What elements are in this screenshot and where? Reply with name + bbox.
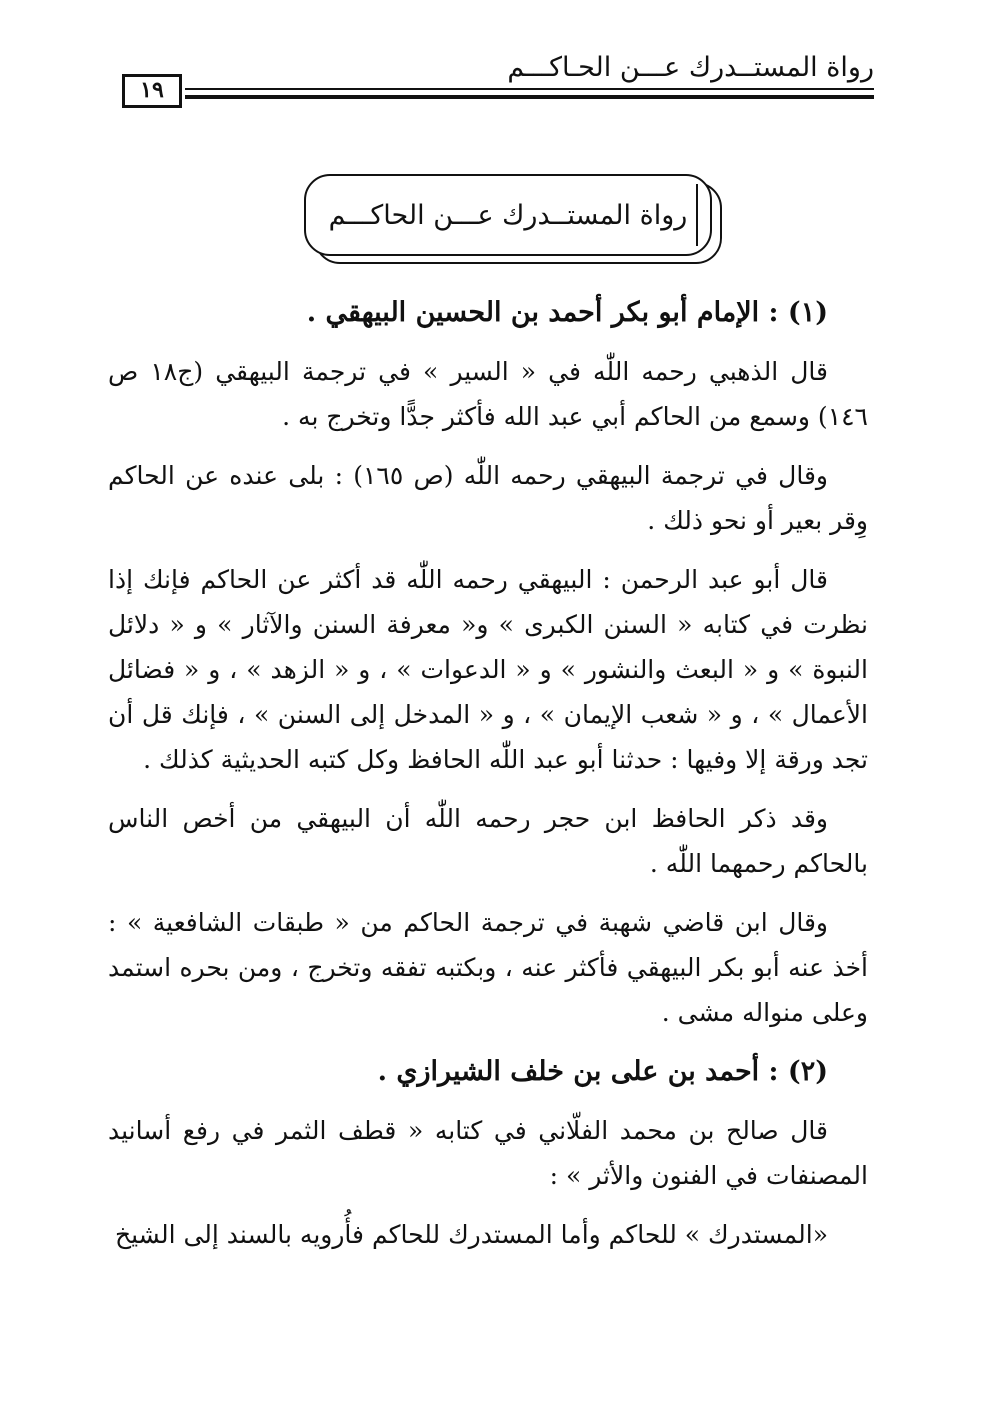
caption-box-inner-line bbox=[696, 184, 698, 246]
paragraph: قال أبو عبد الرحمن : البيهقي رحمه اللّٰه قد أكثر عن الحاكم فإنك إذا نظرت في كتابه « السنن الكبرى » و« معرفة السنن والآثار » و « دلائل النبوة » و « البعث والنشور » و « الدعوات » ، و « الزهد » ، و « فضائل الأعمال » ، و « شعب الإيمان » ، و « المدخل إلى السنن » ، فإنك قل أن تجد ورقة إلا وفيها : حدثنا أبو عبد اللّٰه الحافظ وكل كتبه الحديثية كذلك . bbox=[108, 565, 868, 774]
page-number-box: ١٩ bbox=[122, 74, 182, 108]
caption-title: رواة المستــدرك عـــن الحاكـــم bbox=[328, 199, 688, 231]
paragraph: قال صالح بن محمد الفلّاني في كتابه « قطف الثمر في رفع أسانيد المصنفات في الفنون والأثر » : bbox=[108, 1116, 868, 1190]
paragraph: وقال ابن قاضي شهبة في ترجمة الحاكم من « طبقات الشافعية » : أخذ عنه أبو بكر البيهقي فأكثر عنه ، وبكتبه تفقه وتخرج ، ومن بحره استمد وعلى منواله مشى . bbox=[108, 908, 868, 1027]
paragraph: «المستدرك » للحاكم وأما المستدرك للحاكم فأُرويه بالسند إلى الشيخ bbox=[114, 1220, 828, 1249]
running-header-title: رواة المستــدرك عـــن الحـاكـــم bbox=[507, 52, 874, 83]
body-content bbox=[108, 290, 868, 1271]
header-rule bbox=[185, 88, 874, 99]
caption-box bbox=[304, 174, 712, 256]
heading-2: (٢) : أحمد بن على بن خلف الشيرازي . bbox=[377, 1056, 828, 1087]
paragraph: وقال في ترجمة البيهقي رحمه اللّٰه (ص ١٦٥) : بلى عنده عن الحاكم وِقر بعير أو نحو ذلك . bbox=[108, 461, 868, 535]
paragraph: وقد ذكر الحافظ ابن حجر رحمه اللّٰه أن البيهقي من أخص الناس بالحاكم رحمهما اللّٰه . bbox=[108, 804, 868, 878]
heading-1: (١) : الإمام أبو بكر أحمد بن الحسين البيهقي . bbox=[306, 297, 828, 328]
paragraph: قال الذهبي رحمه اللّٰه في « السير » في ترجمة البيهقي (ج١٨ ص ١٤٦) وسمع من الحاكم أبي عبد الله فأكثر جدًّا وتخرج به . bbox=[108, 357, 868, 431]
